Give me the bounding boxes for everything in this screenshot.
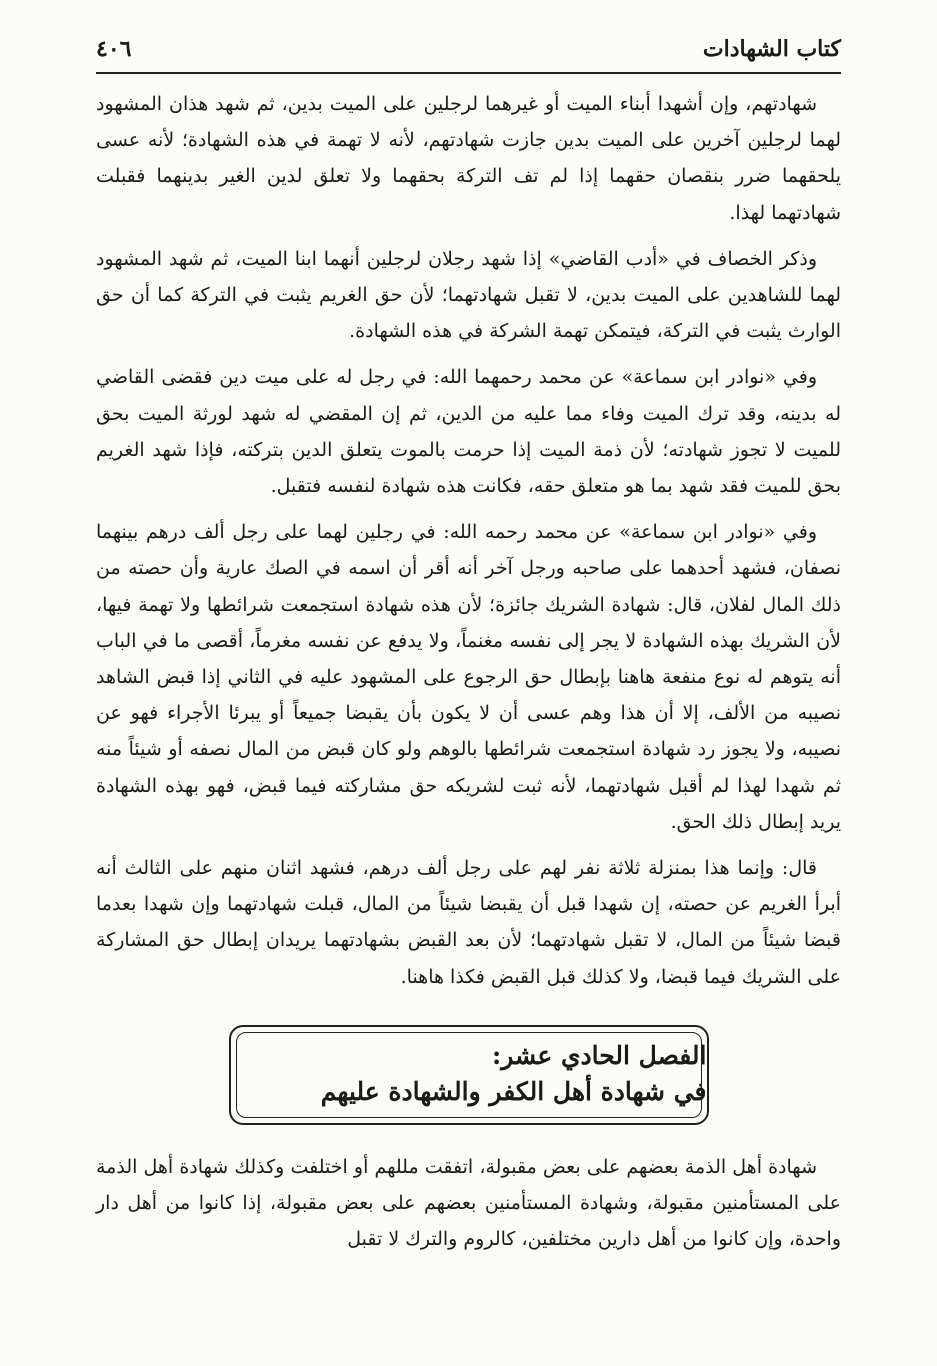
chapter-title: في شهادة أهل الكفر والشهادة عليهم [320,1076,707,1106]
paragraph-3: وفي «نوادر ابن سماعة» عن محمد رحمهما الله: في رجل له على ميت دين فقضى القاضي له بدينه، وقد ترك الميت وفاء مما عليه من الدين، ثم إن المقضي له شهد لورثة الميت بحق للميت لا تجوز شهادته؛ لأن ذمة الميت إذا حرمت بالموت يتعلق الدين بتركته، فإذا شهد الغريم بحق للميت فقد شهد بما هو متعلق حقه، فكانت هذه شهادة لنفسه فتقبل. [96,366,841,498]
paragraph-2: وذكر الخصاف في «أدب القاضي» إذا شهد رجلان لرجلين أنهما ابنا الميت، ثم شهد المشهود لهما للشاهدين على الميت بدين، لا تقبل شهادتهما؛ لأن حق الغريم يثبت في التركة كما أن حق الوارث يثبت في التركة، فيتمكن تهمة الشركة في هذه الشهادة. [96,247,841,343]
page-header [96,30,841,70]
page-number: ٤٠٦ [96,36,132,62]
body-text [96,86,841,1257]
paragraph-4: وفي «نوادر ابن سماعة» عن محمد رحمه الله: في رجلين لهما على رجل ألف درهم بينهما نصفان، فشهد أحدهما على صاحبه ورجل آخر أنه أقر أن اسمه في الصك عارية وأن حصته من ذلك المال لفلان، قال: شهادة الشريك جائزة؛ لأن هذه شهادة استجمعت شرائطها ولا تهمة فيها، لأن الشريك بهذه الشهادة لا يجر إلى نفسه مغنماً، ولا يدفع عن نفسه مغرماً، أقصى ما في الباب أنه يتوهم له نوع منفعة هاهنا بإبطال حق الرجوع على المشهود عليه في الثاني إذا قبض الشاهد نصيبه من الألف، إلا أن هذا وهم عسى أن لا يكون بأن يقبضا جميعاً أو يبرئا الأجراء فهو عن نصيبه، ولا يجوز رد شهادة استجمعت شرائطها بالوهم ولو كان قبض من المال نصفه أو شيئاً منه ثم شهدا لهذا لم أقبل شهادتهما، لأنه ثبت لشريكه حق مشاركته فيما قبض، فهو بهذه الشهادة يريد إبطال ذلك الحق. [96,521,841,833]
paragraph-5: قال: وإنما هذا بمنزلة ثلاثة نفر لهم على رجل ألف درهم، فشهد اثنان منهم على الثالث أنه أبرأ الغريم عن حصته، إن شهدا قبل أن يقبضا شيئاً من المال، قبلت شهادتهما وإن شهدا بعدما قبضا شيئاً من المال، لا تقبل شهادتهما؛ لأن بعد القبض بشهادتهما يريدان إبطال حق المشاركة على الشريك فيما قبضا، ولا كذلك قبل القبض فكذا هاهنا. [96,857,841,988]
chapter-heading-box [229,1025,709,1125]
running-title: كتاب الشهادات [702,36,841,62]
header-rule [96,72,841,74]
chapter-number: الفصل الحادي عشر: [492,1040,707,1070]
paragraph-6: شهادة أهل الذمة بعضهم على بعض مقبولة، اتفقت مللهم أو اختلفت وكذلك شهادة أهل الذمة على المستأمنين مقبولة، وشهادة المستأمنين بعضهم على بعض مقبولة، إذا كانوا من أهل دار واحدة، وإن كانوا من أهل دارين مختلفين، كالروم والترك لا تقبل [96,1155,841,1251]
paragraph-1: شهادتهم، وإن أشهدا أبناء الميت أو غيرهما لرجلين على الميت بدين، ثم شهد هذان المشهود لهما لرجلين آخرين على الميت بدين جازت شهادتهم، لأنه لا تهمة في هذه الشهادة؛ لأنه عسى يلحقهما ضرر بنقصان حقهما إذا لم تف التركة بحقهما ولا تعلق لدين الغير بدينهما فقبلت شهادتهما لهذا. [96,93,841,224]
